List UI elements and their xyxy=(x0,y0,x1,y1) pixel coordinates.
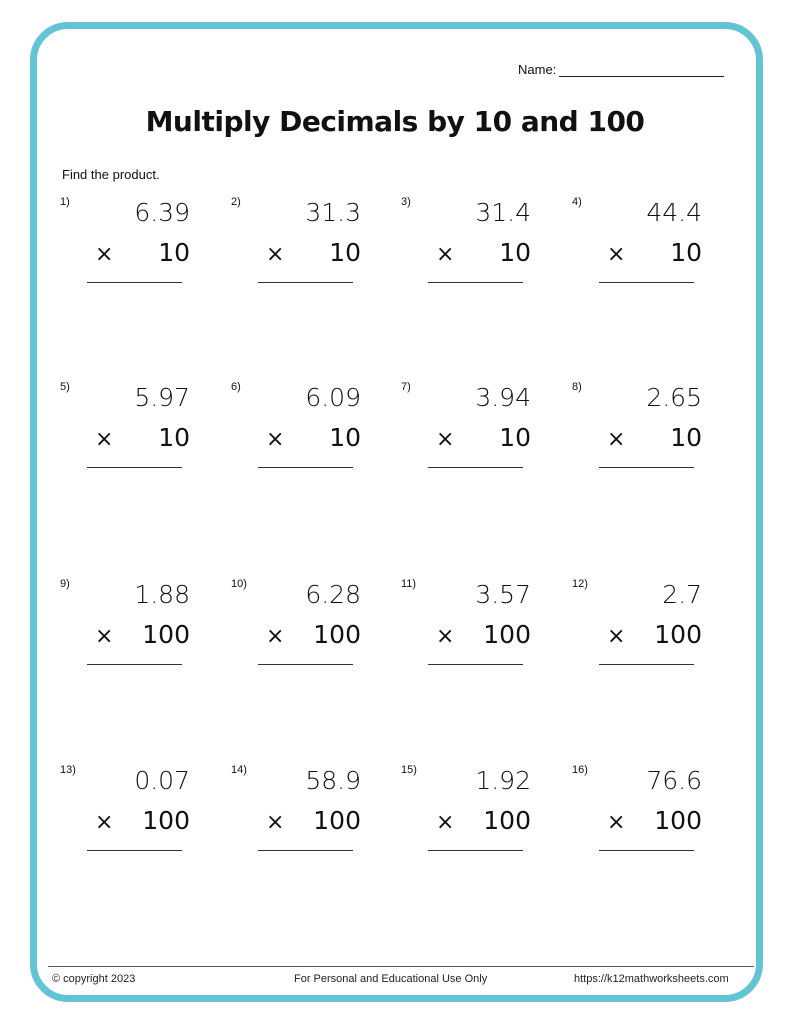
problem-number: 6) xyxy=(231,381,241,393)
answer-line xyxy=(599,467,694,468)
multiplicand: 1.88 xyxy=(134,580,190,609)
problem-number: 12) xyxy=(572,578,588,590)
answer-line xyxy=(87,282,182,283)
problem-13 xyxy=(60,764,210,864)
problem-4 xyxy=(572,196,722,296)
answer-line xyxy=(258,664,353,665)
times-icon: × xyxy=(95,242,114,267)
problem-number: 7) xyxy=(401,381,411,393)
answer-line xyxy=(428,664,523,665)
copyright-text: © copyright 2023 xyxy=(52,973,136,985)
answer-line xyxy=(87,850,182,851)
times-icon: × xyxy=(95,427,114,452)
usage-text: For Personal and Educational Use Only xyxy=(294,973,488,985)
multiplicand: 3.57 xyxy=(475,580,531,609)
times-icon: × xyxy=(607,427,626,452)
answer-line xyxy=(258,467,353,468)
multiplicand: 0.07 xyxy=(134,766,190,795)
multiplicand: 31.3 xyxy=(305,198,361,227)
answer-line xyxy=(428,467,523,468)
multiplier: 10 xyxy=(329,238,361,267)
problem-number: 14) xyxy=(231,764,247,776)
times-icon: × xyxy=(436,624,455,649)
answer-line xyxy=(428,850,523,851)
multiplier: 10 xyxy=(499,423,531,452)
multiplicand: 6.39 xyxy=(134,198,190,227)
problem-10 xyxy=(231,578,381,678)
multiplier: 10 xyxy=(499,238,531,267)
problem-number: 9) xyxy=(60,578,70,590)
times-icon: × xyxy=(95,624,114,649)
name-field xyxy=(518,62,724,77)
times-icon: × xyxy=(607,624,626,649)
problem-number: 5) xyxy=(60,381,70,393)
problem-9 xyxy=(60,578,210,678)
name-label: Name: xyxy=(518,62,557,77)
multiplier: 10 xyxy=(158,238,190,267)
multiplier: 100 xyxy=(483,620,531,649)
multiplier: 100 xyxy=(313,806,361,835)
problem-number: 2) xyxy=(231,196,241,208)
answer-line xyxy=(258,282,353,283)
answer-line xyxy=(87,664,182,665)
problem-number: 3) xyxy=(401,196,411,208)
problem-number: 13) xyxy=(60,764,76,776)
multiplier: 10 xyxy=(329,423,361,452)
multiplicand: 31.4 xyxy=(475,198,531,227)
problem-number: 16) xyxy=(572,764,588,776)
problem-6 xyxy=(231,381,381,481)
multiplicand: 6.28 xyxy=(305,580,361,609)
name-blank-line xyxy=(559,62,724,77)
multiplicand: 5.97 xyxy=(134,383,190,412)
multiplicand: 1.92 xyxy=(475,766,531,795)
answer-line xyxy=(428,282,523,283)
times-icon: × xyxy=(436,427,455,452)
multiplicand: 76.6 xyxy=(646,766,702,795)
times-icon: × xyxy=(266,427,285,452)
times-icon: × xyxy=(266,242,285,267)
multiplier: 10 xyxy=(670,238,702,267)
problem-1 xyxy=(60,196,210,296)
problem-12 xyxy=(572,578,722,678)
problem-11 xyxy=(401,578,551,678)
answer-line xyxy=(258,850,353,851)
answer-line xyxy=(599,850,694,851)
times-icon: × xyxy=(95,810,114,835)
problem-number: 15) xyxy=(401,764,417,776)
multiplier: 100 xyxy=(654,620,702,649)
problem-number: 4) xyxy=(572,196,582,208)
problem-3 xyxy=(401,196,551,296)
multiplicand: 3.94 xyxy=(475,383,531,412)
problem-number: 8) xyxy=(572,381,582,393)
times-icon: × xyxy=(436,242,455,267)
times-icon: × xyxy=(266,810,285,835)
problem-14 xyxy=(231,764,381,864)
multiplicand: 44.4 xyxy=(646,198,702,227)
times-icon: × xyxy=(607,242,626,267)
multiplicand: 58.9 xyxy=(305,766,361,795)
problem-7 xyxy=(401,381,551,481)
times-icon: × xyxy=(607,810,626,835)
problem-number: 11) xyxy=(401,578,417,590)
problem-number: 10) xyxy=(231,578,247,590)
footer-divider xyxy=(48,966,754,967)
multiplier: 100 xyxy=(483,806,531,835)
multiplier: 100 xyxy=(142,620,190,649)
times-icon: × xyxy=(266,624,285,649)
answer-line xyxy=(599,664,694,665)
multiplicand: 2.7 xyxy=(662,580,702,609)
answer-line xyxy=(599,282,694,283)
problem-8 xyxy=(572,381,722,481)
multiplier: 100 xyxy=(313,620,361,649)
answer-line xyxy=(87,467,182,468)
problem-16 xyxy=(572,764,722,864)
problem-number: 1) xyxy=(60,196,70,208)
instructions: Find the product. xyxy=(62,167,160,182)
multiplier: 10 xyxy=(158,423,190,452)
multiplicand: 6.09 xyxy=(305,383,361,412)
problem-2 xyxy=(231,196,381,296)
multiplier: 100 xyxy=(654,806,702,835)
worksheet-title: Multiply Decimals by 10 and 100 xyxy=(145,105,645,138)
problem-5 xyxy=(60,381,210,481)
multiplicand: 2.65 xyxy=(646,383,702,412)
multiplier: 100 xyxy=(142,806,190,835)
multiplier: 10 xyxy=(670,423,702,452)
website-url: https://k12mathworksheets.com xyxy=(574,973,729,985)
problem-15 xyxy=(401,764,551,864)
times-icon: × xyxy=(436,810,455,835)
